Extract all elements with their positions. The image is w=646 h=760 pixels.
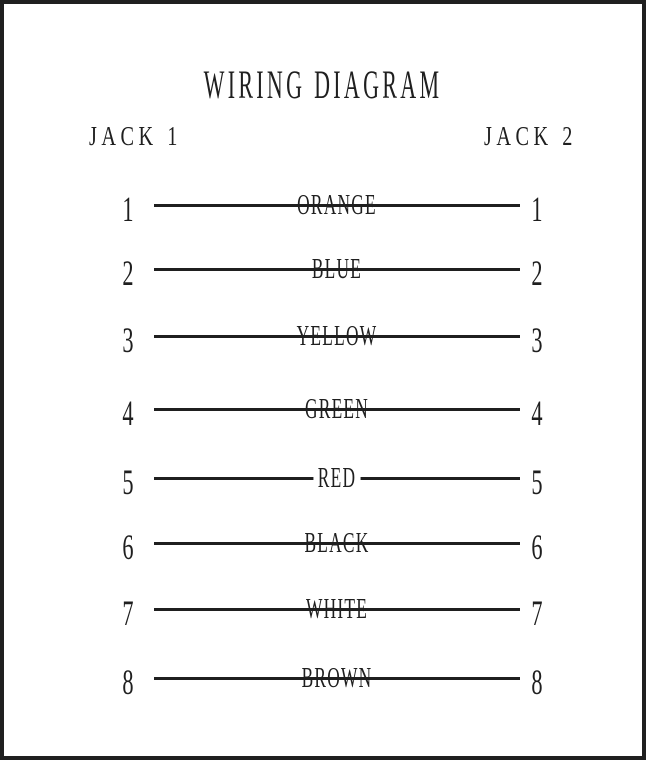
wire-row-3 [4, 316, 646, 360]
pin-number-right: 2 [531, 253, 543, 293]
wire-color-label: WHITE [305, 594, 369, 625]
diagram-title [4, 62, 642, 107]
wire-row-2 [4, 249, 646, 293]
wire-row-6 [4, 523, 646, 567]
wire-row-7 [4, 589, 646, 633]
wire-row-5 [4, 458, 646, 502]
diagram-title-text: WIRING DIAGRAM [203, 62, 443, 107]
pin-number-right: 3 [531, 320, 543, 360]
wire-color-label: BLUE [311, 254, 363, 285]
jack1-label: JACK 1 [89, 121, 182, 151]
wire-row-8 [4, 658, 646, 702]
pin-number-left: 3 [122, 320, 134, 360]
pin-number-right: 5 [531, 462, 543, 502]
pin-number-left: 1 [122, 189, 134, 229]
pin-number-left: 5 [122, 462, 134, 502]
pin-number-right: 6 [531, 527, 543, 567]
pin-number-left: 6 [122, 527, 134, 567]
wire-color-label: RED [313, 465, 360, 493]
pin-number-right: 7 [531, 593, 543, 633]
pin-number-left: 8 [122, 662, 134, 702]
pin-number-right: 1 [531, 189, 543, 229]
wire-row-1 [4, 185, 646, 229]
pin-number-right: 8 [531, 662, 543, 702]
wire-row-4 [4, 389, 646, 433]
jack2-label: JACK 2 [484, 121, 577, 151]
pin-number-left: 7 [122, 593, 134, 633]
pin-number-left: 4 [122, 393, 134, 433]
wire-color-label: BLACK [304, 528, 370, 559]
wire-color-label: ORANGE [297, 190, 377, 221]
wire-color-label: GREEN [304, 394, 370, 425]
wire-color-label: YELLOW [296, 321, 378, 352]
wire-color-label: BROWN [301, 663, 373, 694]
pin-number-right: 4 [531, 393, 543, 433]
pin-number-left: 2 [122, 253, 134, 293]
